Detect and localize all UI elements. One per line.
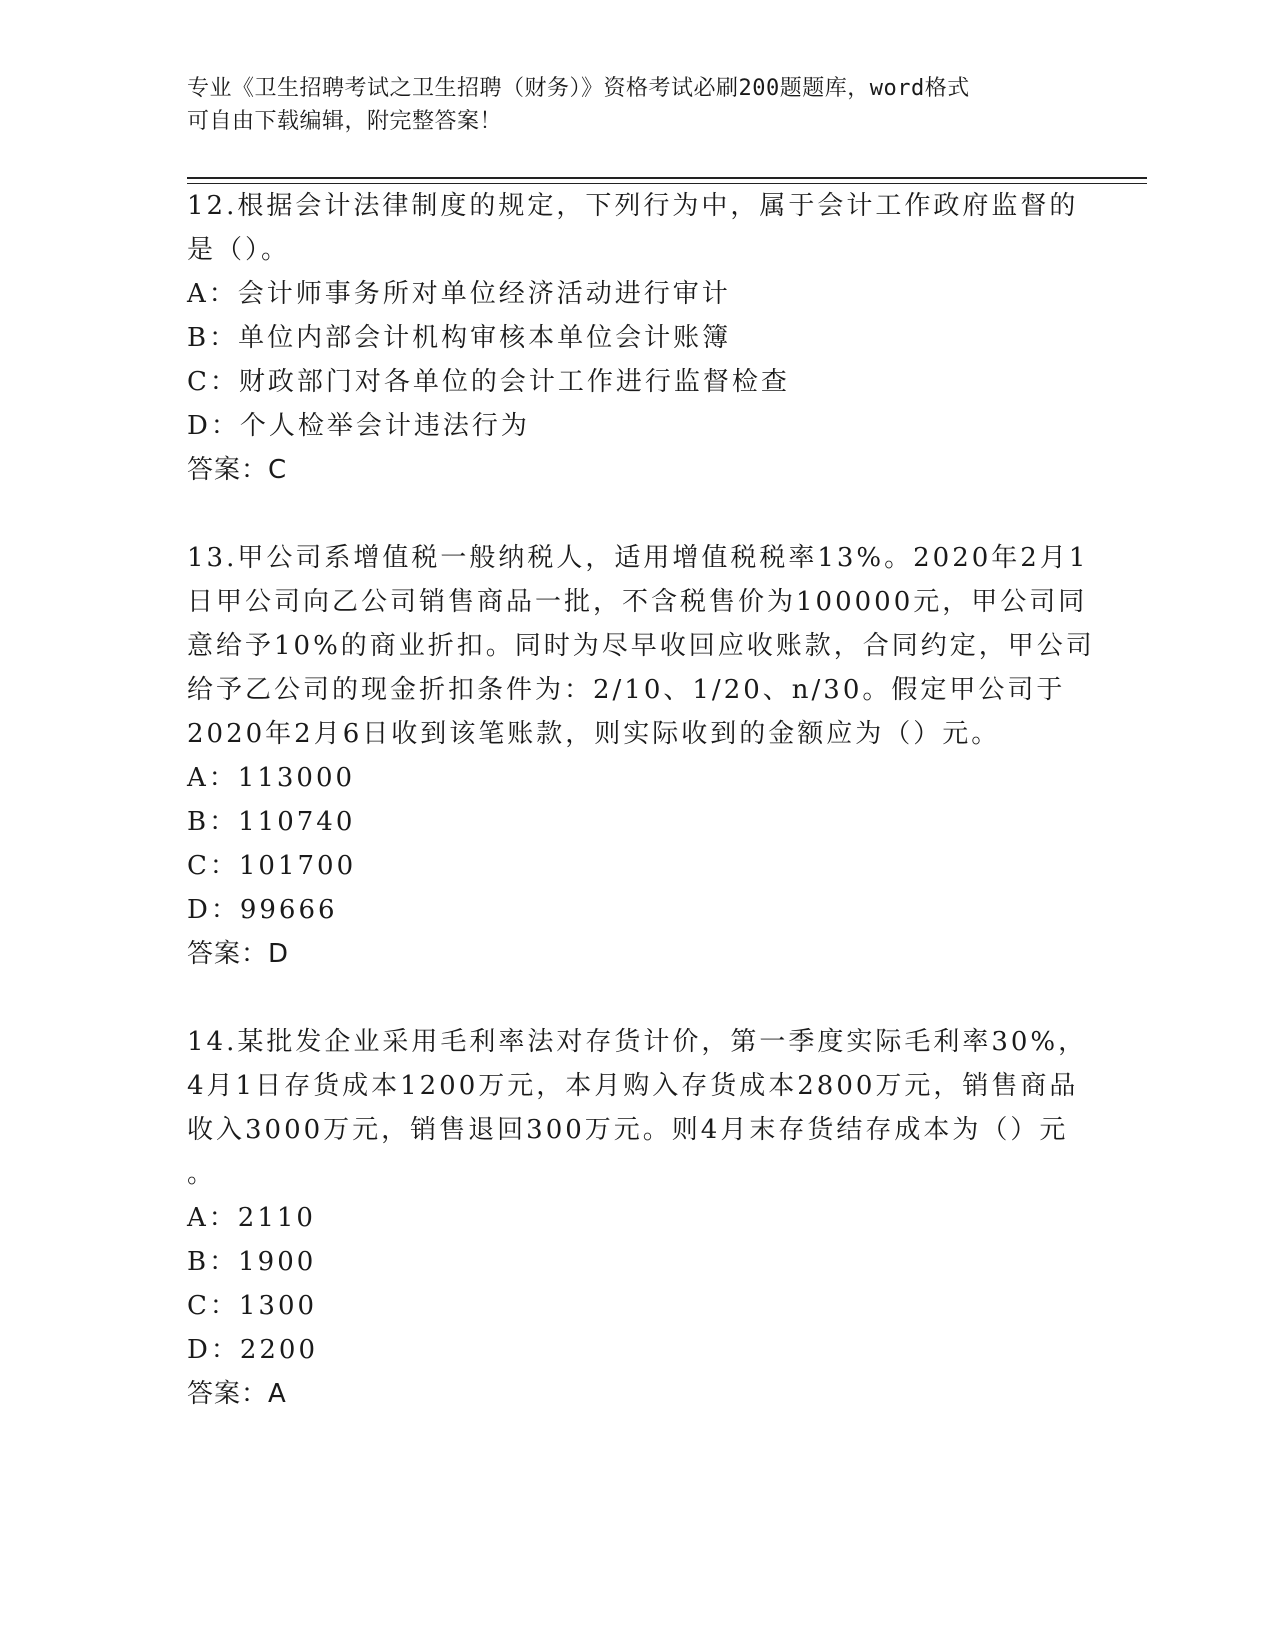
- question-14-stem-line-4: 。: [187, 1159, 217, 1189]
- question-13-stem-line-5: 2020年2月6日收到该笔账款，则实际收到的金额应为（）元。: [187, 719, 1001, 749]
- question-12-option-a: A：会计师事务所对单位经济活动进行审计: [187, 279, 731, 309]
- header-line-2: 可自由下载编辑，附完整答案！: [187, 109, 503, 134]
- question-14-stem-line-1: 14.某批发企业采用毛利率法对存货计价，第一季度实际毛利率30%，: [187, 1027, 1088, 1057]
- question-13-stem-line-2: 日甲公司向乙公司销售商品一批，不含税售价为100000元，甲公司同: [187, 587, 1088, 617]
- question-12-option-d: D：个人检举会计违法行为: [187, 411, 530, 441]
- question-14-stem-line-3: 收入3000万元，销售退回300万元。则4月末存货结存成本为（）元: [187, 1115, 1069, 1145]
- question-14-answer: 答案：A: [187, 1379, 287, 1409]
- question-12-answer: 答案：C: [187, 455, 288, 485]
- question-12-stem-line-2: 是（）。: [187, 235, 291, 265]
- question-13-option-a: A：113000: [187, 763, 356, 793]
- question-12-stem-line-1: 12.根据会计法律制度的规定，下列行为中，属于会计工作政府监督的: [187, 191, 1079, 221]
- question-13-stem-line-3: 意给予10%的商业折扣。同时为尽早收回应收账款，合同约定，甲公司: [187, 631, 1095, 661]
- question-12-option-b: B：单位内部会计机构审核本单位会计账簿: [187, 323, 732, 353]
- question-14-option-d: D：2200: [187, 1335, 319, 1365]
- question-14-option-c: C：1300: [187, 1291, 318, 1321]
- header-divider-thin: [187, 183, 1147, 184]
- header-line-1: 专业《卫生招聘考试之卫生招聘（财务）》资格考试必刷200题题库，word格式: [187, 76, 970, 101]
- question-13-option-b: B：110740: [187, 807, 356, 837]
- question-13-stem-line-1: 13.甲公司系增值税一般纳税人，适用增值税税率13%。2020年2月1: [187, 543, 1089, 573]
- question-13-stem-line-4: 给予乙公司的现金折扣条件为：2/10、1/20、n/30。假定甲公司于: [187, 675, 1066, 705]
- header-divider-thick: [187, 177, 1147, 179]
- question-13-option-c: C：101700: [187, 851, 357, 881]
- question-13-option-d: D：99666: [187, 895, 338, 925]
- question-14-option-b: B：1900: [187, 1247, 317, 1277]
- question-12-option-c: C：财政部门对各单位的会计工作进行监督检查: [187, 367, 790, 397]
- document-header: [187, 72, 1077, 138]
- question-14-option-a: A：2110: [187, 1203, 316, 1233]
- question-13-answer: 答案：D: [187, 939, 290, 969]
- question-14-stem-line-2: 4月1日存货成本1200万元，本月购入存货成本2800万元，销售商品: [187, 1071, 1079, 1101]
